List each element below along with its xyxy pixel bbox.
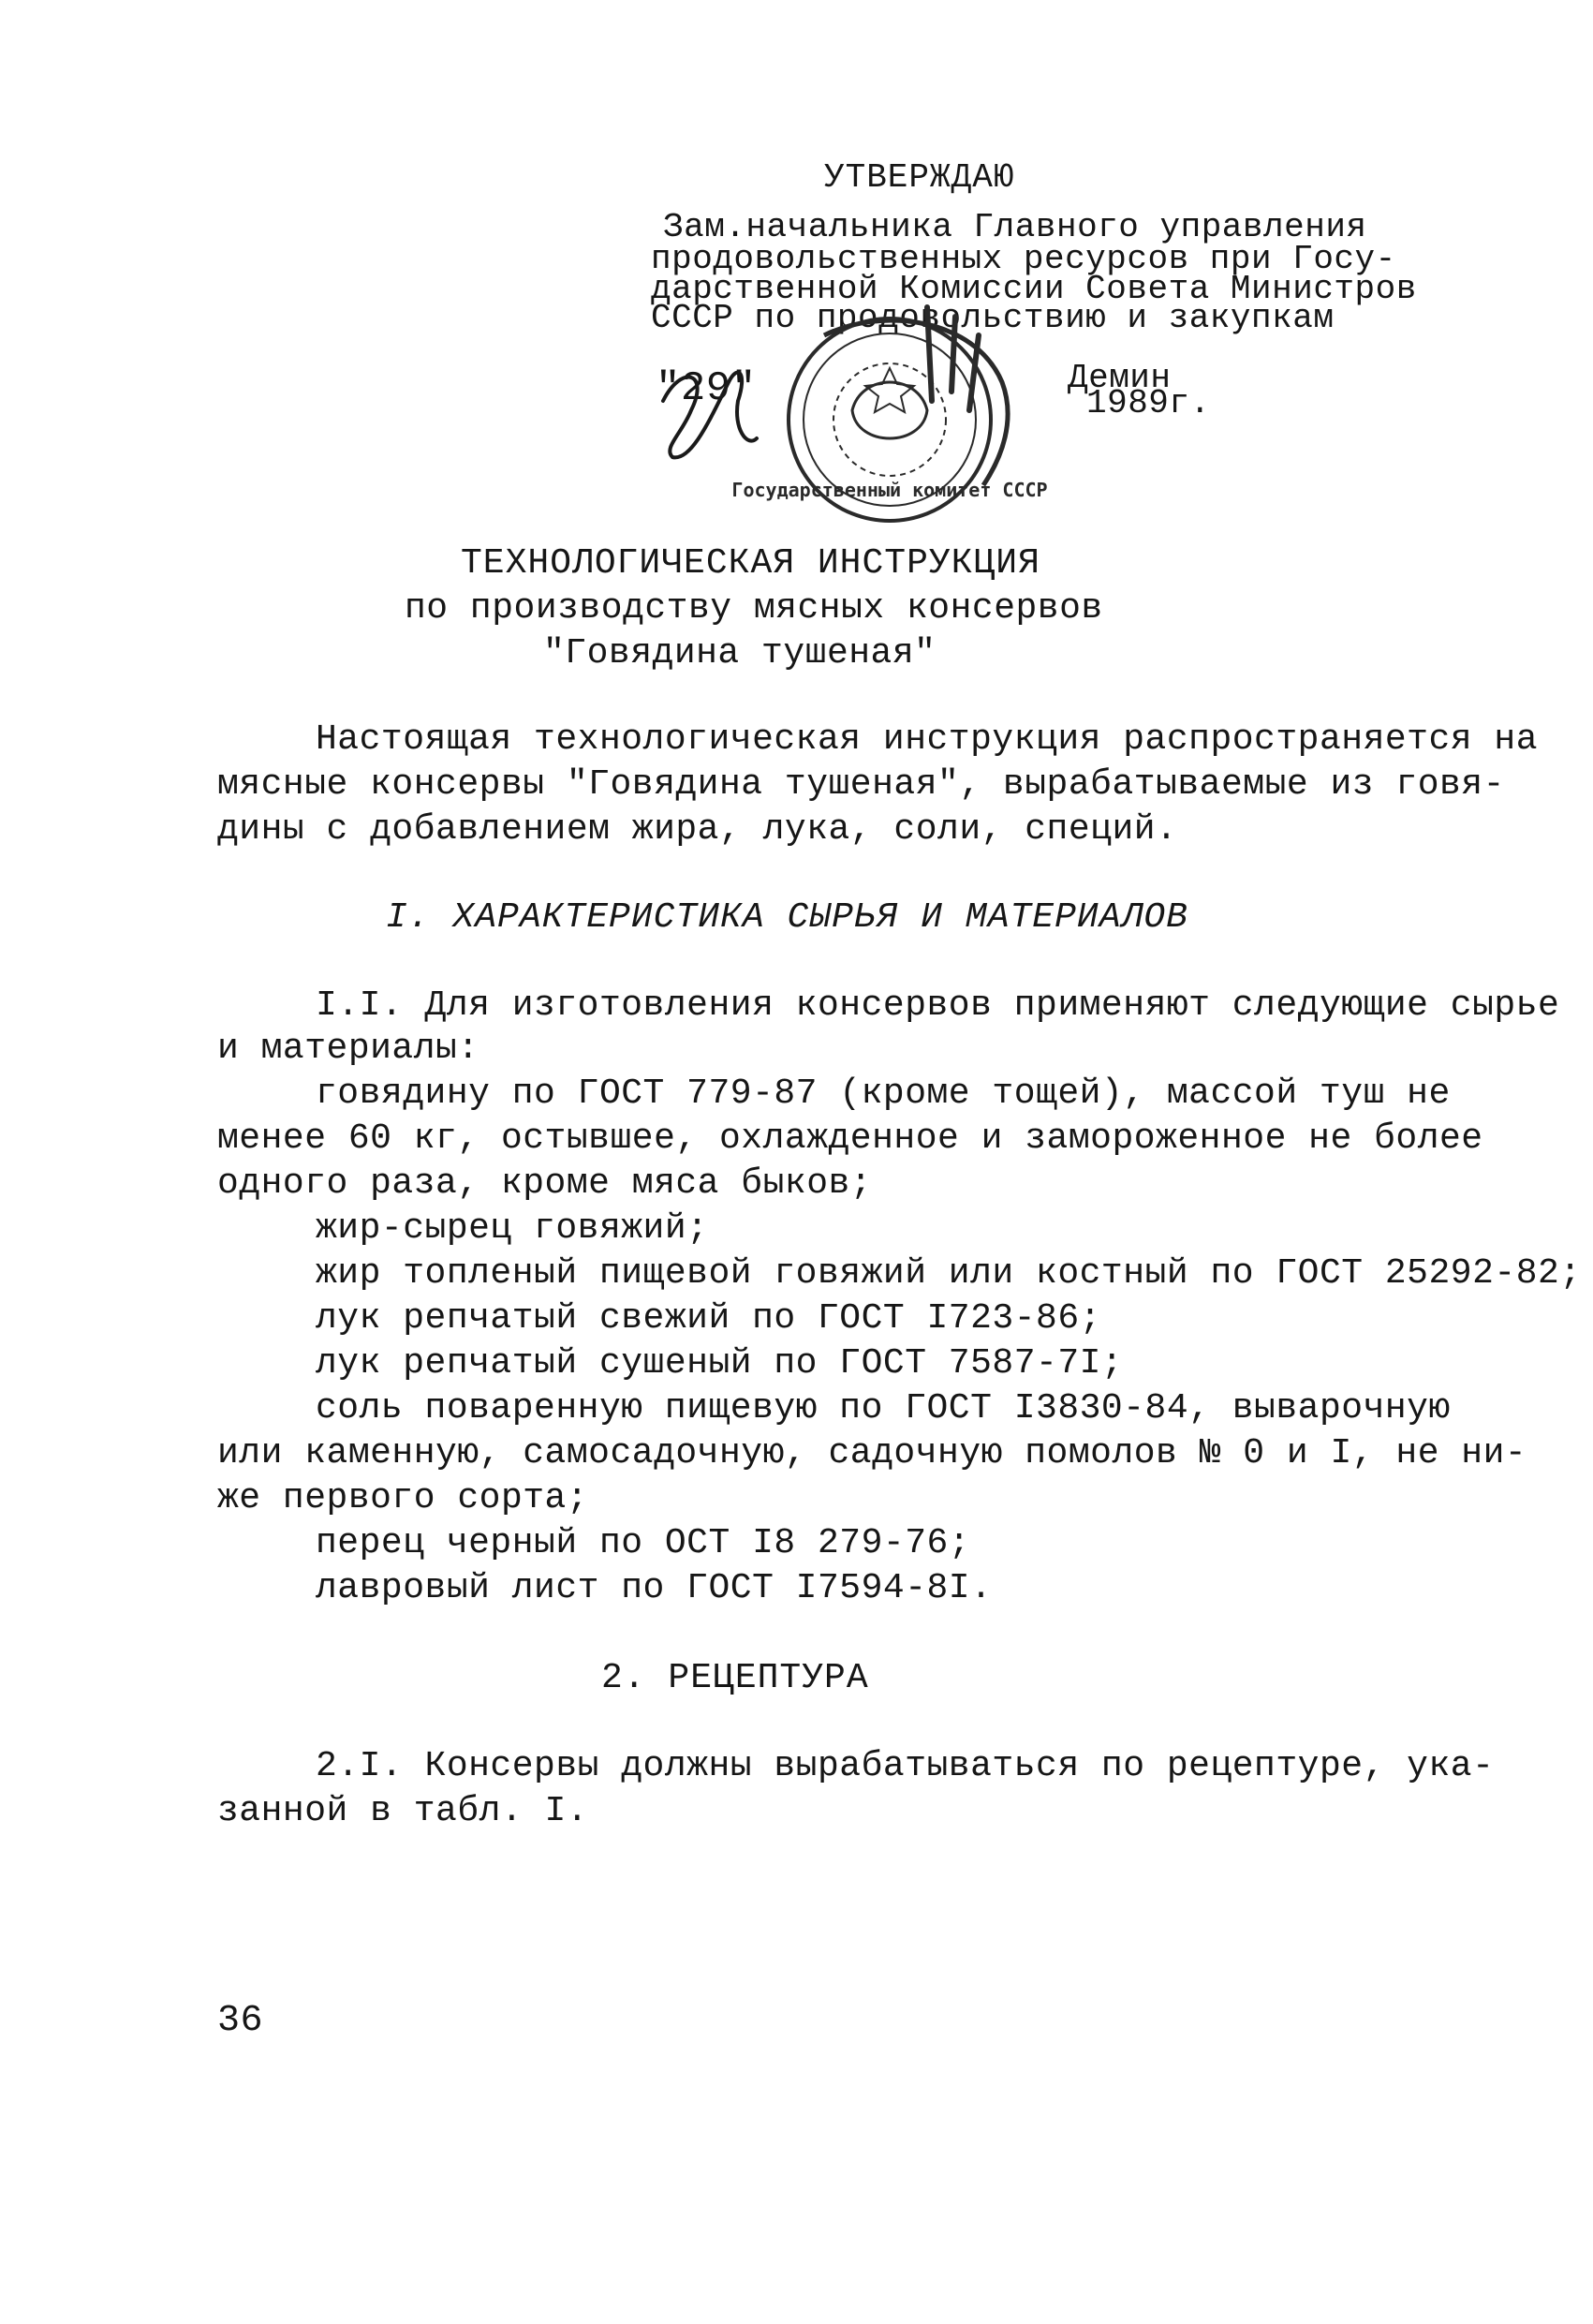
approval-line-4: СССР по продовольствию и закупкам — [651, 299, 1335, 337]
material-item: перец черный по ОСТ I8 279-76; — [316, 1523, 971, 1563]
approval-line-3: дарственной Комиссии Совета Министров — [651, 270, 1417, 308]
material-item: или каменную, самосадочную, садочную помолов № 0 и I, не ни- — [217, 1433, 1527, 1473]
approval-line-1: Зам.начальника Главного управления — [663, 208, 1367, 246]
approval-title: УТВЕРЖДАЮ — [824, 158, 1015, 197]
material-item: жир топленый пищевой говяжий или костный по ГОСТ 25292-82; — [316, 1253, 1582, 1294]
intro-line-2: мясные консервы "Говядина тушеная", вырабатываемые из говя- — [217, 764, 1505, 805]
approval-date-year: 1989г. — [1086, 384, 1211, 422]
material-item: говядину по ГОСТ 779-87 (кроме тощей), массой туш не — [316, 1073, 1451, 1114]
intro-line-3: дины с добавлением жира, лука, соли, специй. — [217, 809, 1178, 850]
section-2-para-line-1: 2.I. Консервы должны вырабатываться по рецептуре, ука- — [316, 1746, 1495, 1786]
material-item: же первого сорта; — [217, 1478, 589, 1518]
section-1-para-line-2: и материалы: — [217, 1029, 479, 1069]
material-item: жир-сырец говяжий; — [316, 1208, 709, 1249]
intro-line-1: Настоящая технологическая инструкция распространяется на — [316, 719, 1539, 760]
approval-line-2: продовольственных ресурсов при Госу- — [651, 240, 1396, 278]
official-seal — [731, 298, 1049, 523]
approval-signer: Демин — [1068, 359, 1172, 397]
approval-date-day: "29" — [656, 365, 757, 412]
material-item: менее 60 кг, остывшее, охлажденное и замороженное не более — [217, 1118, 1483, 1159]
page-number: 36 — [217, 2000, 264, 2042]
section-1-heading: I. ХАРАКТЕРИСТИКА СЫРЬЯ И МАТЕРИАЛОВ — [386, 897, 1188, 938]
section-2-heading: 2. РЕЦЕПТУРА — [601, 1658, 869, 1698]
doc-title-line-2: по производству мясных консервов — [405, 588, 1103, 629]
section-2-para-line-2: занной в табл. I. — [217, 1791, 589, 1831]
material-item: лавровый лист по ГОСТ I7594-8I. — [316, 1568, 993, 1608]
section-1-para-line-1: I.I. Для изготовления консервов применяют следующие сырье — [316, 985, 1560, 1026]
material-item: лук репчатый сушеный по ГОСТ 7587-7I; — [316, 1343, 1124, 1384]
seal-text: Государственный комитет СССР — [731, 479, 1048, 501]
material-item: лук репчатый свежий по ГОСТ I723-86; — [316, 1298, 1101, 1339]
doc-title-line-1: ТЕХНОЛОГИЧЕСКАЯ ИНСТРУКЦИЯ — [461, 543, 1040, 584]
material-item: одного раза, кроме мяса быков; — [217, 1163, 873, 1204]
material-item: соль поваренную пищевую по ГОСТ I3830-84, выварочную — [316, 1388, 1451, 1428]
doc-title-line-3: "Говядина тушеная" — [543, 633, 937, 674]
